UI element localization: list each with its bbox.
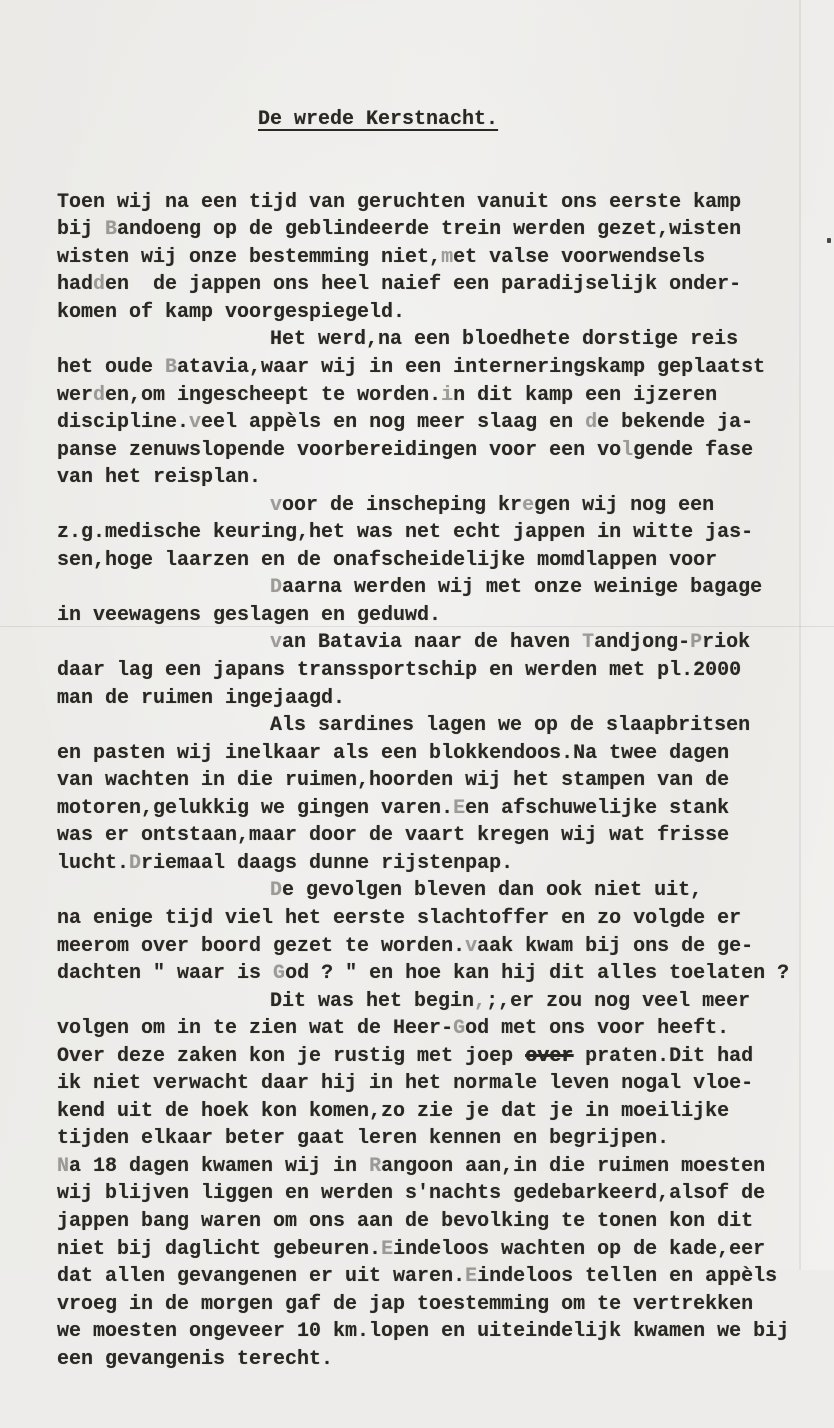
text-line: wij blijven liggen en werden s'nachts gedebarkeerd,alsof de [57, 1182, 766, 1206]
text-line: van het reisplan. [57, 466, 262, 490]
text-line: vroeg in de morgen gaf de jap toestemming om te vertrekken [57, 1292, 754, 1316]
text-line: meerom over boord gezet te worden.vaak kwam bij ons de ge- [57, 934, 754, 958]
text-line: z.g.medische keuring,het was net echt jappen in witte jas- [57, 521, 754, 545]
text-line: discipline.veel appèls en nog meer slaag en de bekende ja- [57, 411, 754, 435]
text-line: in veewagens geslagen en geduwd. [57, 603, 442, 627]
text-line: het oude Batavia,waar wij in een interneringskamp geplaatst [57, 356, 766, 380]
text-line: we moesten ongeveer 10 km.lopen en uiteindelijk kwamen we bij [57, 1320, 790, 1344]
text-line: man de ruimen ingejaagd. [57, 686, 346, 710]
text-line: kend uit de hoek kon komen,zo zie je dat je in moeilijke [57, 1099, 730, 1123]
text-line: dachten " waar is God ? " en hoe kan hij dit alles toelaten ? [57, 962, 790, 986]
text-line: en pasten wij inelkaar als een blokkendoos.Na twee dagen [57, 741, 730, 765]
text-line: werden,om ingescheept te worden.in dit kamp een ijzeren [57, 383, 718, 407]
text-line: komen of kamp voorgespiegeld. [57, 300, 406, 324]
text-line: van Batavia naar de haven Tandjong-Priok [270, 631, 751, 655]
document-title: De wrede Kerstnacht. [258, 108, 499, 132]
text-line: jappen bang waren om ons aan de bevolking te tonen kon dit [57, 1209, 754, 1233]
text-line: sen,hoge laarzen en de onafscheidelijke momdlappen voor [57, 548, 718, 572]
ink-speck [827, 238, 831, 243]
text-line: volgen om in te zien wat de Heer-God met ons voor heeft. [57, 1017, 730, 1041]
text-line: Het werd,na een bloedhete dorstige reis [270, 328, 739, 352]
text-line: dat allen gevangenen er uit waren.Eindeloos tellen en appèls [57, 1265, 778, 1289]
text-line: ik niet verwacht daar hij in het normale leven nogal vloe- [57, 1072, 754, 1096]
text-line: lucht.Driemaal daags dunne rijstenpap. [57, 851, 514, 875]
text-line: Toen wij na een tijd van geruchten vanuit ons eerste kamp [57, 190, 742, 214]
text-line: daar lag een japans transsportschip en werden met pl.2000 [57, 659, 742, 683]
text-line: Over deze zaken kon je rustig met joep over praten.Dit had [57, 1044, 754, 1068]
text-line: bij Bandoeng op de geblindeerde trein werden gezet,wisten [57, 218, 742, 242]
text-line: Daarna werden wij met onze weinige bagage [270, 576, 763, 600]
text-line: motoren,gelukkig we gingen varen.Een afschuwelijke stank [57, 796, 730, 820]
text-line: een gevangenis terecht. [57, 1347, 334, 1371]
text-line: Dit was het begin,;,er zou nog veel meer [270, 989, 751, 1013]
text-line: van wachten in die ruimen,hoorden wij het stampen van de [57, 769, 730, 793]
text-line: hadden de jappen ons heel naief een paradijselijk onder- [57, 273, 742, 297]
text-line: De gevolgen bleven dan ook niet uit, [270, 879, 703, 903]
text-line: wisten wij onze bestemming niet,met valse voorwendsels [57, 245, 706, 269]
text-line: Als sardines lagen we op de slaapbritsen [270, 714, 751, 738]
text-line: niet bij daglicht gebeuren.Eindeloos wachten op de kade,eer [57, 1237, 766, 1261]
text-line: panse zenuwslopende voorbereidingen voor een volgende fase [57, 438, 754, 462]
text-line: Na 18 dagen kwamen wij in Rangoon aan,in die ruimen moesten [57, 1154, 766, 1178]
text-line: tijden elkaar beter gaat leren kennen en begrijpen. [57, 1127, 670, 1151]
text-lines-container [57, 189, 817, 1374]
typewritten-text [57, 51, 817, 1428]
text-line: voor de inscheping kregen wij nog een [270, 493, 715, 517]
text-line: na enige tijd viel het eerste slachtoffer en zo volgde er [57, 906, 742, 930]
text-line: was er ontstaan,maar door de vaart kregen wij wat frisse [57, 824, 730, 848]
